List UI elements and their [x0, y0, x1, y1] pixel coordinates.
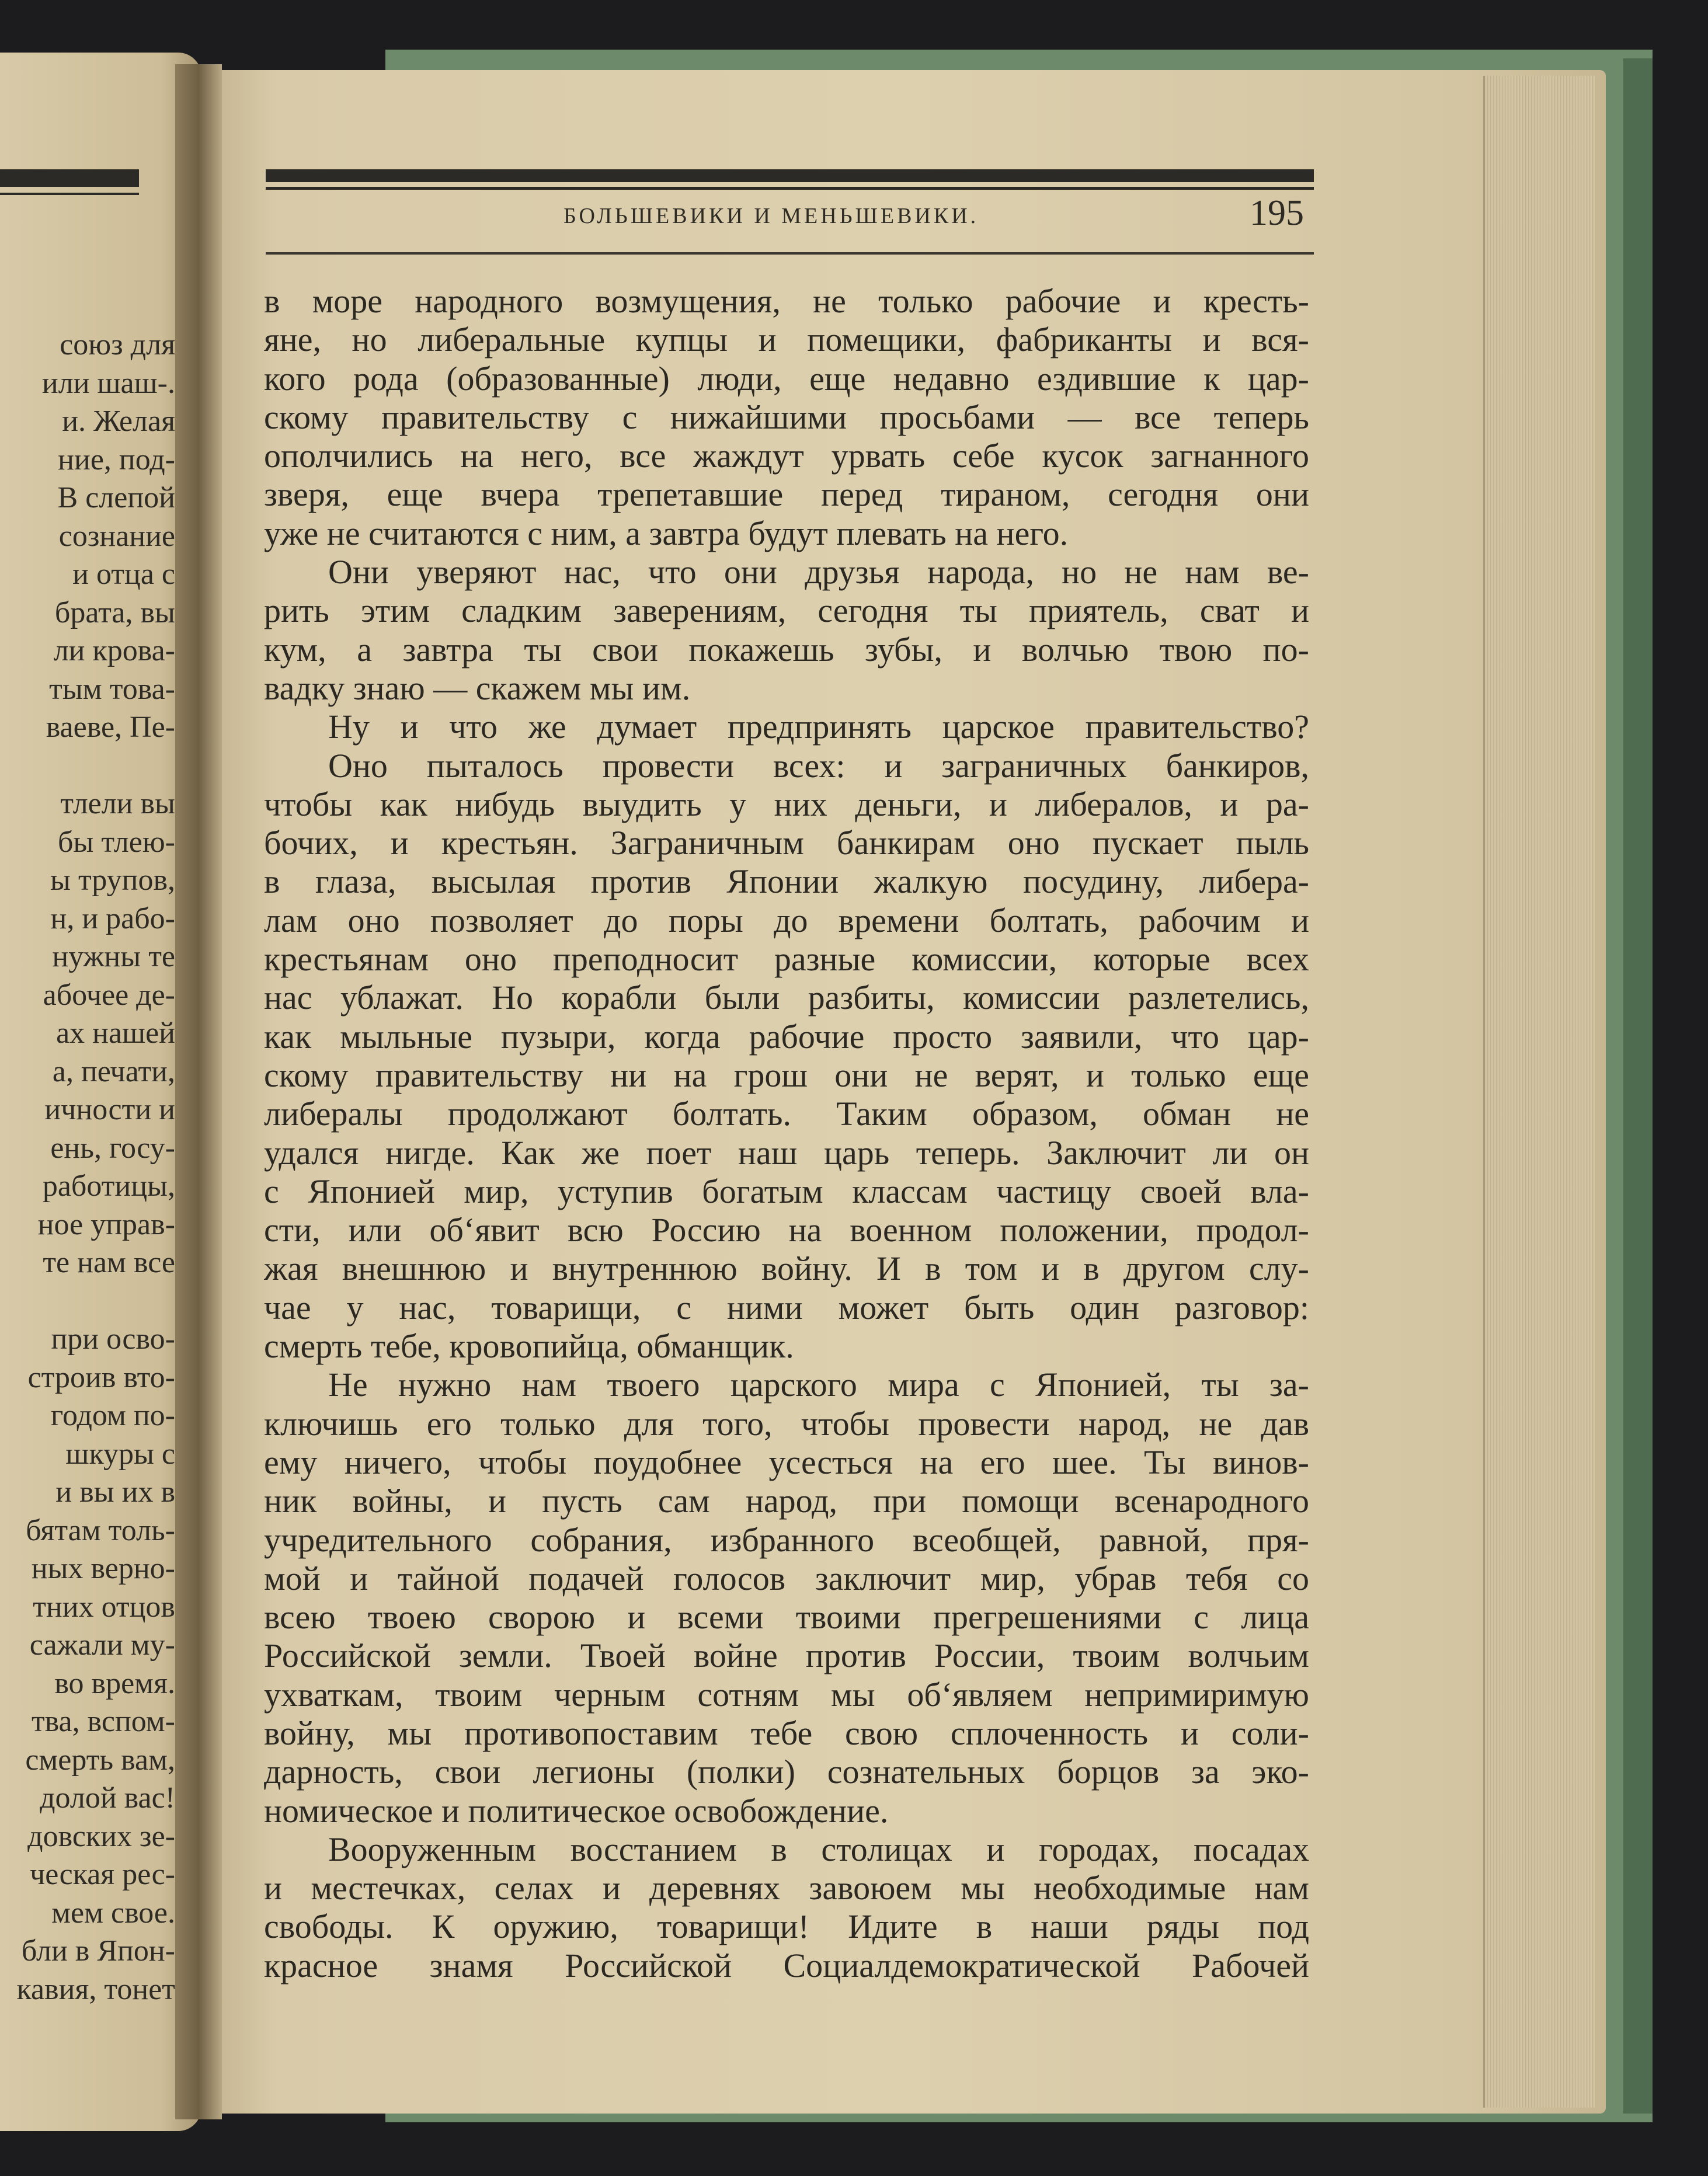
- left-text-line: сознание: [58, 519, 175, 553]
- left-text-line: [0, 1282, 175, 1321]
- text-line: Вооруженным восстанием в столицах и городах, посадах: [328, 1830, 1309, 1868]
- left-text-line: ли крова-: [53, 634, 175, 667]
- text-line: нас ублажат. Но корабли были разбиты, комиссии разлетелись,: [264, 979, 1309, 1017]
- left-text-line: ах нашей: [56, 1016, 175, 1050]
- left-text-line: тым това-: [49, 672, 175, 706]
- left-text-line: а, печати,: [52, 1054, 175, 1088]
- left-text-line: тва, вспом-: [31, 1705, 175, 1738]
- left-text-line: или шаш-.: [41, 366, 175, 400]
- page-block-edge: [1483, 76, 1596, 2108]
- text-line: либералы продолжают болтать. Таким образом, обман не: [264, 1095, 1309, 1133]
- text-line: кум, а завтра ты свои покажешь зубы, и волчью твою по-: [264, 630, 1309, 669]
- text-line: в море народного возмущения, не только рабочие и кресть-: [264, 282, 1309, 320]
- left-text-line: ень, госу-: [50, 1131, 175, 1165]
- left-page-text: [0, 326, 175, 2008]
- left-text-line: кавия, тонет: [16, 1972, 175, 2006]
- left-text-line: ческая рес-: [30, 1858, 175, 1891]
- text-line: бочих, и крестьян. Заграничным банкирам оно пускает пыль: [264, 824, 1309, 862]
- book-cover-edge: [1623, 58, 1653, 2114]
- left-text-line: [0, 747, 175, 785]
- text-line: Российской земли. Твоей войне против России, твоим волчьим: [264, 1637, 1309, 1675]
- text-line: войну, мы противопоставим тебе свою сплоченность и соли-: [264, 1714, 1309, 1752]
- book-gutter: [175, 64, 222, 2119]
- body-text: [264, 282, 1309, 1985]
- left-text-line: ных верно-: [31, 1552, 175, 1585]
- text-line: дарность, свои легионы (полки) сознательных борцов за эко-: [264, 1753, 1309, 1791]
- text-line: ключишь его только для того, чтобы провести народ, не дав: [264, 1404, 1309, 1443]
- left-text-line: брата, вы: [54, 596, 175, 629]
- text-line: Ну и что же думает предпринять царское правительство?: [328, 708, 1309, 746]
- text-line: вадку знаю — скажем мы им.: [264, 669, 691, 707]
- text-line: скому правительству с нижайшими просьбами — все теперь: [264, 398, 1309, 436]
- left-page: [0, 53, 201, 2131]
- left-text-line: ние, под-: [58, 443, 175, 476]
- header-rule-thick: [266, 169, 1314, 182]
- left-text-line: те нам все: [43, 1246, 175, 1279]
- left-text-line: и. Желая: [62, 405, 175, 438]
- left-text-line: довских зе-: [27, 1819, 175, 1853]
- left-header-rule-thin: [0, 193, 139, 195]
- left-text-line: при осво-: [51, 1322, 175, 1356]
- text-line: Они уверяют нас, что они друзья народа, но не нам ве-: [328, 553, 1309, 591]
- text-line: свободы. К оружию, товарищи! Идите в наши ряды под: [264, 1907, 1309, 1946]
- left-text-line: мем свое.: [51, 1896, 175, 1930]
- left-text-line: долой вас!: [40, 1781, 175, 1815]
- header-underline: [266, 252, 1314, 255]
- left-text-line: смерть вам,: [25, 1743, 175, 1777]
- text-line: мой и тайной подачей голосов заключит мир, убрав тебя со: [264, 1559, 1309, 1597]
- left-header-rule: [0, 169, 139, 187]
- left-text-line: во время.: [54, 1666, 175, 1700]
- text-line: зверя, еще вчера трепетавшие перед тираном, сегодня они: [264, 475, 1309, 514]
- text-line: и местечках, селах и деревнях завоюем мы необходимые нам: [264, 1869, 1309, 1907]
- text-line: сти, или об‘явит всю Россию на военном положении, продол-: [264, 1211, 1309, 1249]
- left-text-line: строив вто-: [27, 1360, 175, 1394]
- left-text-line: и отца с: [72, 558, 175, 591]
- text-line: номическое и политическое освобождение.: [264, 1791, 889, 1830]
- left-text-line: работицы,: [42, 1169, 175, 1203]
- header-rule-thin: [266, 187, 1314, 190]
- left-text-line: тних отцов: [33, 1590, 175, 1624]
- text-line: ополчились на него, все жаждут урвать себе кусок загнанного: [264, 437, 1309, 475]
- page-number: 195: [1250, 193, 1304, 233]
- left-text-line: ное управ-: [37, 1207, 175, 1241]
- text-line: кого рода (образованные) люди, еще недавно ездившие к цар-: [264, 359, 1309, 398]
- left-text-line: нужны те: [52, 940, 175, 973]
- left-text-line: тлели вы: [60, 787, 175, 820]
- left-text-line: н, и рабо-: [50, 901, 175, 935]
- text-line: ему ничего, чтобы поудобнее усесться на его шее. Ты винов-: [264, 1443, 1309, 1481]
- left-text-line: бли в Япон-: [21, 1934, 175, 1968]
- text-line: как мыльные пузыри, когда рабочие просто заявили, что цар-: [264, 1017, 1309, 1056]
- left-text-line: ичности и: [44, 1093, 175, 1126]
- left-text-line: сажали му-: [29, 1628, 175, 1662]
- text-line: чае у нас, товарищи, с ними может быть один разговор:: [264, 1288, 1309, 1327]
- left-text-line: годом по-: [50, 1399, 175, 1432]
- text-line: удался нигде. Как же поет наш царь теперь. Заключит ли он: [264, 1133, 1309, 1172]
- text-line: ухваткам, твоим черным сотням мы об‘являем непримиримую: [264, 1675, 1309, 1714]
- text-line: рить этим сладким заверениям, сегодня ты приятель, сват и: [264, 591, 1309, 630]
- text-line: яне, но либеральные купцы и помещики, фабриканты и вся-: [264, 321, 1309, 359]
- text-line: крестьянам оно преподносит разные комиссии, которые всех: [264, 940, 1309, 979]
- text-line: чтобы как нибудь выудить у них деньги, и либералов, и ра-: [264, 785, 1309, 823]
- running-head: БОЛЬШЕВИКИ И МЕНЬШЕВИКИ.: [563, 204, 979, 228]
- left-text-line: ваеве, Пе-: [46, 711, 175, 744]
- text-line: учредительного собрания, избранного всеобщей, равной, пря-: [264, 1520, 1309, 1559]
- left-text-line: шкуры с: [65, 1437, 175, 1471]
- text-line: с Японией мир, уступив богатым классам частицу своей вла-: [264, 1172, 1309, 1210]
- left-text-line: бы тлею-: [57, 825, 175, 859]
- text-line: жая внешнюю и внутреннюю войну. И в том и в другом слу-: [264, 1249, 1309, 1288]
- text-line: всею твоею сворою и всеми твоими прегрешениями с лица: [264, 1598, 1309, 1637]
- left-text-line: и вы их в: [55, 1475, 175, 1509]
- text-line: лам оно позволяет до поры до времени болтать, рабочим и: [264, 901, 1309, 939]
- text-line: ник войны, и пусть сам народ, при помощи всенародного: [264, 1482, 1309, 1520]
- text-line: скому правительству ни на грош они не верят, и только еще: [264, 1056, 1309, 1094]
- left-text-line: бятам толь-: [26, 1513, 175, 1547]
- text-line: Не нужно нам твоего царского мира с Японией, ты за-: [328, 1366, 1309, 1404]
- text-line: Оно пыталось провести всех: и заграничных банкиров,: [328, 746, 1309, 785]
- text-line: смерть тебе, кровопийца, обманщик.: [264, 1327, 794, 1366]
- left-text-line: союз для: [60, 328, 175, 361]
- text-line: уже не считаются с ним, а завтра будут плевать на него.: [264, 514, 1069, 552]
- text-line: красное знамя Российской Социалдемократической Рабочей: [264, 1946, 1309, 1984]
- left-text-line: ы трупов,: [50, 864, 175, 897]
- text-line: в глаза, высылая против Японии жалкую посудину, либера-: [264, 862, 1309, 901]
- left-text-line: В слепой: [57, 481, 175, 514]
- left-text-line: абочее де-: [43, 978, 175, 1012]
